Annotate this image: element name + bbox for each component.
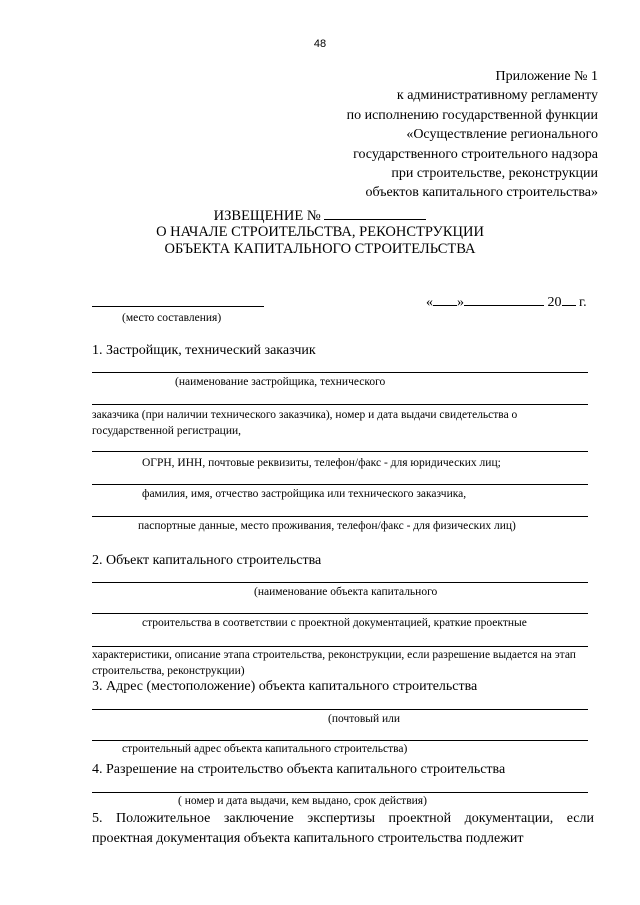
fill-line [92,404,588,405]
section1-caption: паспортные данные, место проживания, телефон/факс - для физических лиц) [138,520,516,532]
section1-caption: (наименование застройщика, технического [175,376,386,388]
section4-heading: 4. Разрешение на строительство объекта капитального строительства [92,762,506,777]
notice-subtitle: О НАЧАЛЕ СТРОИТЕЛЬСТВА, РЕКОНСТРУКЦИИ [156,224,484,240]
fill-line [92,372,588,373]
section2-heading: 2. Объект капитального строительства [92,553,322,568]
year-prefix: 20 [547,295,562,310]
section2-caption: (наименование объекта капитального [254,586,438,598]
place-caption: (место составления) [122,312,222,324]
appendix-line: объектов капитального строительства» [365,185,598,201]
fill-line [92,516,588,517]
fill-line [92,613,588,614]
section3-caption: строительный адрес объекта капитального строительства) [122,743,408,755]
fill-line [92,709,588,710]
section1-heading: 1. Застройщик, технический заказчик [92,343,316,358]
appendix-line: Приложение № 1 [495,69,598,84]
fill-line [92,484,588,485]
page-number: 48 [313,38,327,50]
notice-number-blank [324,207,426,220]
notice-subtitle-2: ОБЪЕКТА КАПИТАЛЬНОГО СТРОИТЕЛЬСТВА [164,241,476,257]
close-quote: » [457,295,464,310]
year-blank [562,293,576,306]
place-blank [92,306,264,307]
appendix-line: к административному регламенту [396,88,598,104]
date-field [426,293,587,311]
fill-line [92,646,588,647]
day-blank [433,293,457,306]
appendix-header [238,67,598,203]
appendix-line: государственного строительного надзора [353,146,598,162]
section1-caption: заказчика (при наличии технического заказчика), номер и дата выдачи свидетельства о государственной регистрации, [92,409,518,437]
year-suffix: г. [579,295,587,310]
month-blank [464,293,544,306]
appendix-line: «Осуществление регионального [406,127,598,143]
fill-line [92,582,588,583]
section2-caption: характеристики, описание этапа строительства, реконструкции, если разрешение выдается на этап строительства, реконструкции) [92,649,576,677]
section3-heading: 3. Адрес (местоположение) объекта капитального строительства [92,679,478,694]
fill-line [92,740,588,741]
appendix-line: по исполнению государственной функции [346,107,598,123]
section1-caption: ОГРН, ИНН, почтовые реквизиты, телефон/факс - для юридических лиц; [142,457,501,469]
notice-title [0,207,640,225]
section5-text: 5. Положительное заключение экспертизы проектной документации, если проектная документация объекта капитального строительства подлежит [92,811,594,846]
section2-caption: строительства в соответствии с проектной документацией, краткие проектные [142,617,527,629]
appendix-line: при строительстве, реконструкции [391,166,598,182]
section1-caption: фамилия, имя, отчество застройщика или технического заказчика, [142,488,467,500]
section3-caption: (почтовый или [328,713,401,725]
fill-line [92,792,588,793]
open-quote: « [426,295,433,310]
fill-line [92,451,588,452]
section4-caption: ( номер и дата выдачи, кем выдано, срок действия) [178,795,427,807]
notice-label: ИЗВЕЩЕНИЕ № [213,208,321,224]
